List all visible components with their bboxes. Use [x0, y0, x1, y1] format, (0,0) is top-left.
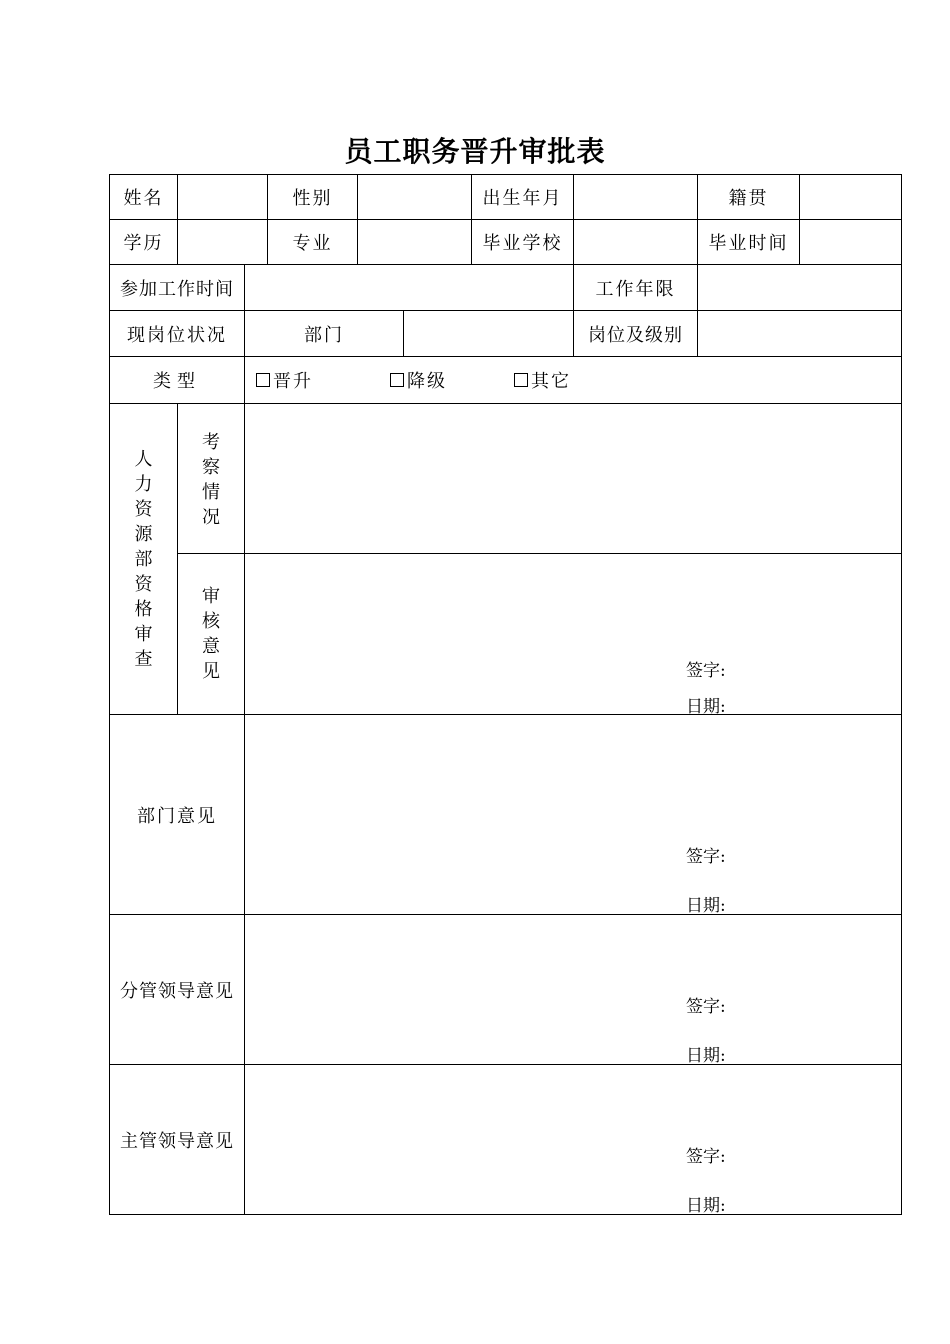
branch-leader-opinion-field[interactable]	[245, 915, 901, 1064]
page-title: 员工职务晋升审批表	[344, 135, 606, 168]
table-border-bottom	[109, 1214, 902, 1215]
post-level-field[interactable]	[698, 311, 901, 356]
review-opinion-field[interactable]	[245, 554, 901, 714]
checkbox-icon[interactable]	[514, 373, 528, 387]
school-label: 毕业学校	[482, 233, 563, 254]
department-label: 部门	[304, 324, 344, 346]
signature-label: 签字:	[686, 997, 726, 1017]
work-start-field[interactable]	[245, 265, 573, 310]
education-field[interactable]	[178, 220, 267, 264]
chief-leader-opinion-field[interactable]	[245, 1065, 901, 1214]
date-label: 日期:	[686, 1046, 726, 1066]
work-years-label: 工作年限	[595, 278, 676, 300]
school-field[interactable]	[574, 220, 697, 264]
branch-leader-opinion-label: 分管领导意见	[120, 980, 234, 1002]
checkbox-icon[interactable]	[256, 373, 270, 387]
birth-label: 出生年月	[482, 188, 563, 209]
name-label: 姓名	[123, 188, 164, 209]
dept-opinion-field[interactable]	[245, 715, 901, 914]
option-promotion[interactable]	[256, 357, 313, 403]
signature-label: 签字:	[686, 847, 726, 867]
signature-label: 签字:	[686, 661, 726, 681]
grad-time-field[interactable]	[800, 220, 901, 264]
chief-leader-opinion-label: 主管领导意见	[120, 1130, 234, 1152]
inspection-field[interactable]	[245, 404, 901, 553]
dept-opinion-label: 部门意见	[137, 805, 217, 827]
type-label: 类型	[153, 371, 201, 392]
option-label: 其它	[531, 371, 571, 392]
work-years-field[interactable]	[698, 265, 901, 310]
date-label: 日期:	[686, 697, 726, 717]
table-border-right	[901, 174, 902, 1215]
hr-review-label: 人 力 资 源 部 资 格 审 查	[134, 448, 153, 670]
date-label: 日期:	[686, 896, 726, 916]
current-position-label: 现岗位状况	[127, 324, 227, 346]
date-label: 日期:	[686, 1196, 726, 1216]
option-label: 降级	[407, 371, 447, 392]
option-demotion[interactable]	[390, 357, 447, 403]
birth-field[interactable]	[574, 175, 697, 219]
option-other[interactable]	[514, 357, 571, 403]
department-field[interactable]	[404, 311, 573, 356]
inspection-label: 考 察 情 况	[202, 432, 220, 528]
origin-label: 籍贯	[728, 188, 769, 209]
major-label: 专业	[292, 233, 333, 254]
post-level-label: 岗位及级别	[588, 324, 683, 346]
signature-label: 签字:	[686, 1147, 726, 1167]
work-start-label: 参加工作时间	[120, 278, 234, 300]
option-label: 晋升	[273, 371, 313, 392]
checkbox-icon[interactable]	[390, 373, 404, 387]
grad-time-label: 毕业时间	[708, 233, 789, 254]
review-opinion-label: 审 核 意 见	[202, 586, 220, 682]
name-field[interactable]	[178, 175, 267, 219]
gender-field[interactable]	[358, 175, 471, 219]
education-label: 学历	[123, 233, 164, 254]
major-field[interactable]	[358, 220, 471, 264]
gender-label: 性别	[292, 188, 333, 209]
origin-field[interactable]	[800, 175, 901, 219]
